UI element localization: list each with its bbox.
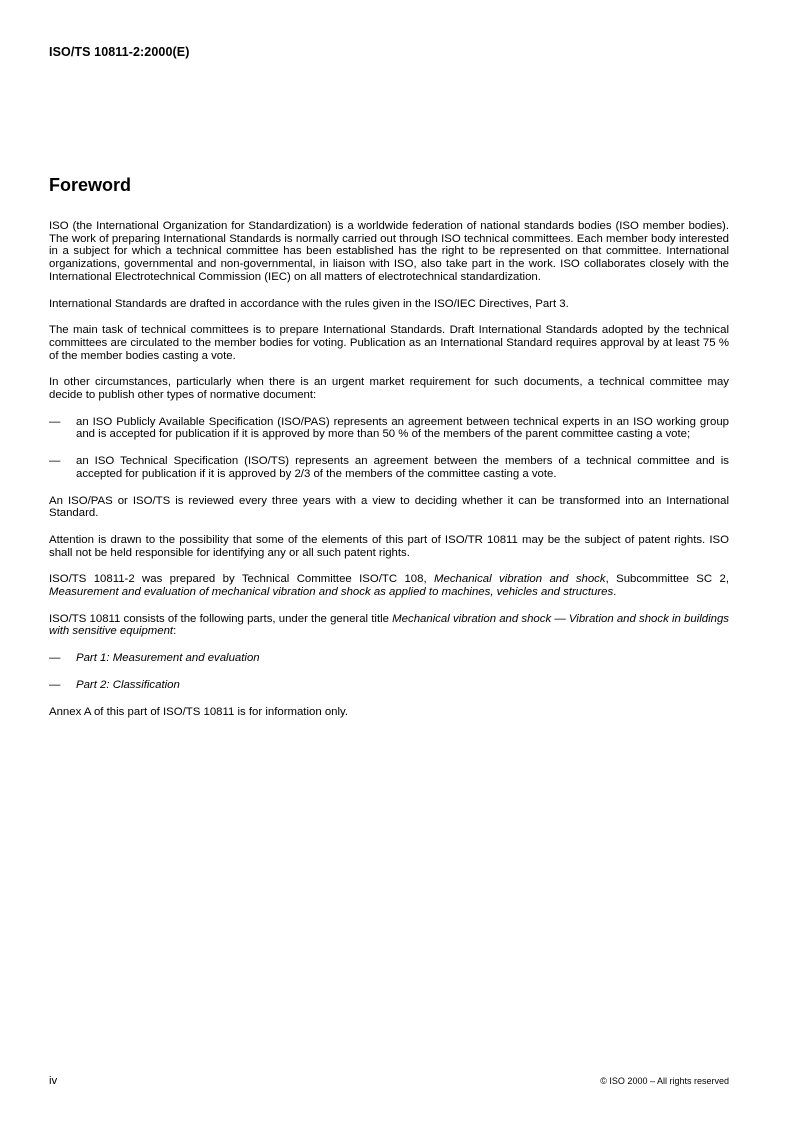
general-title: Mechanical vibration and shock — Vibration and shock in buildings with sensitive equipment <box>49 612 729 638</box>
paragraph-iso-intro: ISO (the International Organization for Standardization) is a worldwide federation of national standards bodies (ISO member bodies). The work of preparing International Standards is normally carried out through ISO technical committees. Each member body interested in a subject for which a technical committee has been established has the right to be represented on that committee. International organizations, governmental and non-governmental, in liaison with ISO, also take part in the work. ISO collaborates closely with the International Electrotechnical Commission (IEC) on all matters of electrotechnical standardization. <box>49 220 729 283</box>
document-id: ISO/TS 10811-2:2000(E) <box>49 45 190 59</box>
text-run: , Subcommittee SC 2, <box>605 573 729 586</box>
dash-bullet: — <box>49 415 61 428</box>
list-item <box>49 652 729 665</box>
list-item <box>49 679 729 692</box>
paragraph-annex: Annex A of this part of ISO/TS 10811 is for information only. <box>49 705 349 718</box>
page-number: iv <box>49 1075 58 1087</box>
section-heading-foreword: Foreword <box>49 175 132 195</box>
paragraph-patent-rights: Attention is drawn to the possibility that some of the elements of this part of ISO/TR 10811 may be the subject of patent rights. ISO shall not be held responsible for identifying any or all such patent rights. <box>49 533 729 559</box>
list-item-text: an ISO Technical Specification (ISO/TS) represents an agreement between the members of a technical committee and is accepted for publication if it is approved by 2/3 of the members of the committee casting a vote. <box>76 455 729 480</box>
dash-bullet: — <box>49 652 61 665</box>
list-item <box>49 455 729 480</box>
text-run: ISO/TS 10811 consists of the following parts, under the general title <box>49 612 393 625</box>
paragraph-main-task: The main task of technical committees is to prepare International Standards. Draft International Standards adopted by the technical committees are circulated to the member bodies for voting. Publication as an International Standard requires approval by at least 75 % of the member bodies casting a vote. <box>49 324 729 362</box>
list-item <box>49 416 729 441</box>
committee-title: Mechanical vibration and shock <box>434 573 606 586</box>
copyright-notice: © ISO 2000 – All rights reserved <box>600 1076 729 1086</box>
text-run: ISO/TS 10811-2 was prepared by Technical Committee ISO/TC 108, <box>49 573 435 586</box>
subcommittee-title: Measurement and evaluation of mechanical vibration and shock as applied to machines, vehicles and structures <box>49 586 614 599</box>
list-item-text: an ISO Publicly Available Specification (ISO/PAS) represents an agreement between technical experts in an ISO working group and is accepted for publication if it is approved by more than 50 % of the members of the parent committee casting a vote; <box>76 415 729 441</box>
paragraph-review: An ISO/PAS or ISO/TS is reviewed every three years with a view to deciding whether it can be transformed into an International Standard. <box>49 494 729 520</box>
text-run: . <box>613 586 617 599</box>
part-title: Part 2: Classification <box>76 678 180 691</box>
paragraph-other-circumstances: In other circumstances, particularly when there is an urgent market requirement for such documents, a technical committee may decide to publish other types of normative document: <box>49 376 729 402</box>
text-run: : <box>173 625 177 638</box>
dash-bullet: — <box>49 455 61 468</box>
part-title: Part 1: Measurement and evaluation <box>76 652 260 665</box>
paragraph-directives: International Standards are drafted in accordance with the rules given in the ISO/IEC Directives, Part 3. <box>49 297 569 310</box>
foreword-body <box>49 220 729 732</box>
paragraph-parts-intro <box>49 613 729 638</box>
dash-bullet: — <box>49 678 61 691</box>
paragraph-prepared-by <box>49 573 729 598</box>
